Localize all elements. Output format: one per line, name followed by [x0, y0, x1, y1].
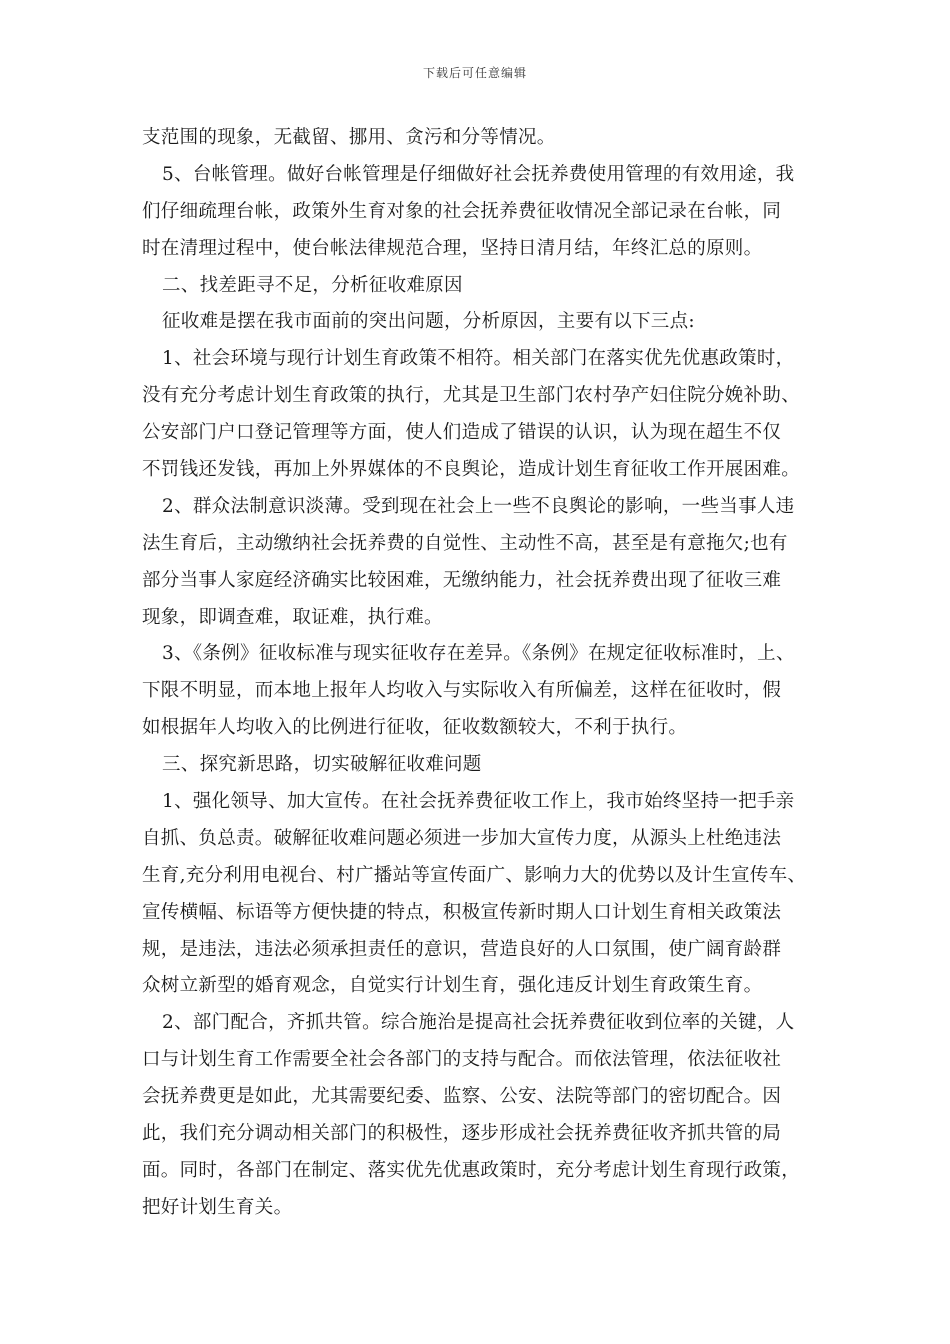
page-header: 下载后可任意编辑	[422, 66, 527, 80]
text-line: 规，是违法，违法必须承担责任的意识，营造良好的人口氛围，使广阔育龄群	[142, 938, 782, 960]
text-line: 法生育后，主动缴纳社会抚养费的自觉性、主动性不高，甚至是有意拖欠;也有	[142, 532, 788, 554]
text-line: 征收难是摆在我市面前的突出问题，分析原因，主要有以下三点:	[162, 311, 695, 333]
text-line: 不罚钱还发钱，再加上外界媒体的不良舆论，造成计划生育征收工作开展困难。	[142, 459, 801, 481]
text-line: 2、群众法制意识淡薄。受到现在社会上一些不良舆论的影响，一些当事人违	[162, 495, 795, 517]
text-line: 下限不明显，而本地上报年人均收入与实际收入有所偏差，这样在征收时，假	[142, 680, 782, 702]
text-line: 自抓、负总责。破解征收难问题必须进一步加大宣传力度，从源头上杜绝违法	[142, 827, 782, 849]
text-line: 三、探究新思路，切实破解征收难问题	[162, 754, 482, 776]
text-line: 公安部门户口登记管理等方面，使人们造成了错误的认识，认为现在超生不仅	[142, 422, 782, 444]
text-line: 1、强化领导、加大宣传。在社会抚养费征收工作上，我市始终坚持一把手亲	[162, 791, 795, 813]
text-line: 口与计划生育工作需要全社会各部门的支持与配合。而依法管理，依法征收社	[142, 1049, 782, 1071]
text-line: 生育,充分利用电视台、村广播站等宣传面广、影响力大的优势以及计生宣传车、	[142, 864, 807, 886]
text-line: 二、找差距寻不足，分析征收难原因	[162, 274, 463, 296]
text-line: 此，我们充分调动相关部门的积极性，逐步形成社会抚养费征收齐抓共管的局	[142, 1123, 782, 1145]
text-line: 会抚养费更是如此，尤其需要纪委、监察、公安、法院等部门的密切配合。因	[142, 1086, 782, 1108]
text-line: 面。同时，各部门在制定、落实优先优惠政策时，充分考虑计划生育现行政策，	[142, 1159, 801, 1181]
text-line: 支范围的现象，无截留、挪用、贪污和分等情况。	[142, 127, 556, 148]
text-line: 5、台帐管理。做好台帐管理是仔细做好社会抚养费使用管理的有效用途，我	[162, 163, 795, 185]
text-line: 现象，即调查难，取证难，执行难。	[142, 606, 443, 628]
text-line: 把好计划生育关。	[142, 1196, 293, 1218]
text-line: 1、社会环境与现行计划生育政策不相符。相关部门在落实优先优惠政策时，	[162, 348, 795, 370]
text-line: 如根据年人均收入的比例进行征收，征收数额较大，不利于执行。	[142, 717, 688, 739]
document-body	[142, 120, 822, 1227]
text-line: 们仔细疏理台帐，政策外生育对象的社会抚养费征收情况全部记录在台帐，同	[142, 200, 782, 222]
text-line: 众树立新型的婚育观念，自觉实行计划生育，强化违反计划生育政策生育。	[142, 975, 763, 997]
text-line: 宣传横幅、标语等方便快捷的特点，积极宣传新时期人口计划生育相关政策法	[142, 901, 782, 923]
text-line: 3、《条例》征收标准与现实征收存在差异。《条例》在规定征收标准时，上、	[162, 643, 795, 665]
text-line: 没有充分考虑计划生育政策的执行，尤其是卫生部门农村孕产妇住院分娩补助、	[142, 385, 801, 407]
text-line: 2、部门配合，齐抓共管。综合施治是提高社会抚养费征收到位率的关键，人	[162, 1012, 795, 1034]
text-line: 时在清理过程中，使台帐法律规范合理，坚持日清月结，年终汇总的原则。	[142, 237, 763, 259]
text-line: 部分当事人家庭经济确实比较困难，无缴纳能力，社会抚养费出现了征收三难	[142, 569, 782, 591]
